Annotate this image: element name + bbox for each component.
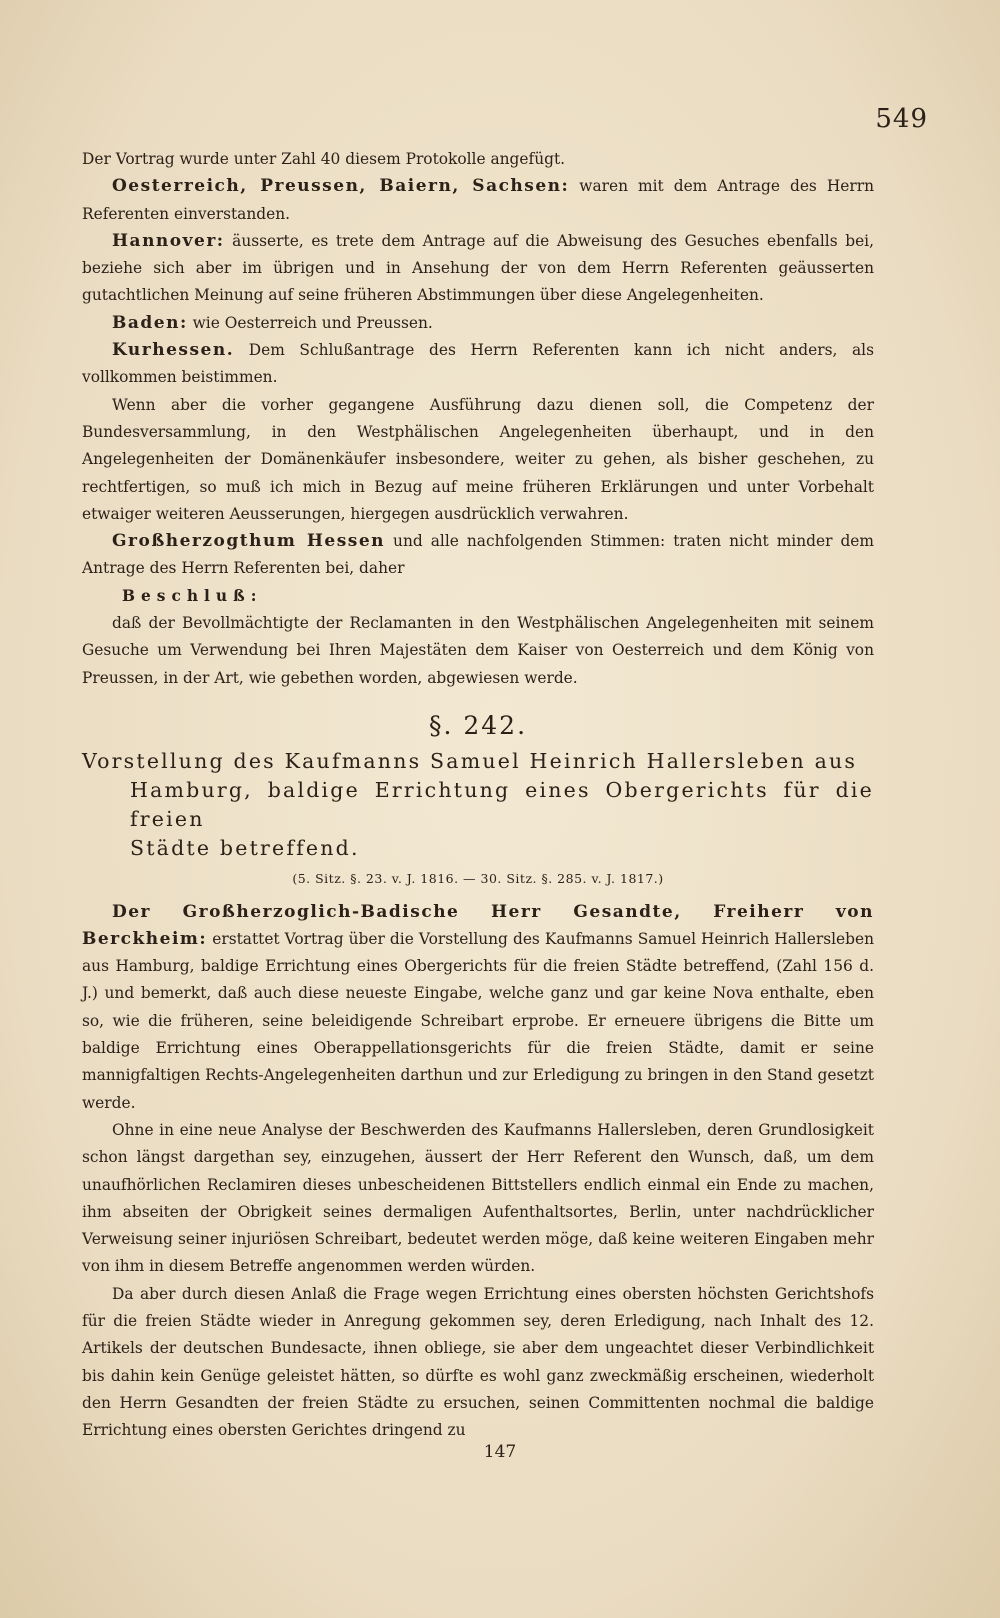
paragraph-p4 — [82, 310, 874, 337]
text-body — [82, 146, 874, 1444]
printer-signature: 147 — [483, 1442, 517, 1462]
paragraph-text: Da aber durch diesen Anlaß die Frage wegen Errichtung eines obersten höchsten Gerichtshofs für die freien Städte wieder in Anregung gekommen sey, deren Erledigung, nach Inhalt des 12. Artikels der deutschen Bundesacte, ihnen obliege, sie aber dem ungeachtet dieser Verbindlichkeit bis dahin kein Genüge geleistet hätten, so dürfte es wohl ganz zweckmäßig erscheinen, wiederholt den Herrn Gesandten der freien Städte zu ersuchen, seinen Committenten nochmal die baldige Errichtung eines obersten Gerichtes dringend zu — [82, 1284, 874, 1440]
paragraph-p5 — [82, 337, 874, 392]
section-title-line: Städte betreffend. — [130, 836, 360, 861]
paragraph-p10 — [82, 1281, 874, 1445]
paragraph-text: Ohne in eine neue Analyse der Beschwerden des Kaufmanns Hallersleben, deren Grundlosigkeit schon längst dargethan sey, einzugehen, äussert der Herr Referent den Wunsch, daß, um dem unaufhörlichen Reclamiren dieses unbescheidenen Bittstellers endlich einmal ein Ende zu machen, ihm abseiten der Obrigkeit seines dermaligen Aufenthaltsortes, Berlin, unter nachdrücklicher Verweisung seiner injuriösen Schreibart, bedeutet werden möge, daß keine weiteren Eingaben mehr von ihm in diesem Betreffe angenommen werden würden. — [82, 1120, 874, 1276]
paragraph-p1 — [82, 146, 874, 173]
paragraph-text: Dem Schlußantrage des Herrn Referenten kann ich nicht anders, als vollkommen beistimmen. — [82, 341, 874, 387]
paragraph-text: wie Oesterreich und Preussen. — [187, 313, 433, 332]
vote-lead: Hannover: — [112, 230, 225, 251]
vote-lead: Oesterreich, Preussen, Baiern, Sachsen: — [112, 176, 570, 197]
vote-lead: Kurhessen. — [112, 340, 235, 361]
paragraph-text: waren mit dem Antrage des Herrn Referenten einverstanden. — [82, 177, 874, 223]
paragraph-p8 — [82, 899, 874, 1117]
section-number: §. 242. — [428, 710, 528, 740]
section-title-line: Hamburg, baldige Errichtung eines Obergerichts für die freien — [130, 778, 874, 832]
paragraph-p3 — [82, 228, 874, 310]
section-title — [82, 747, 874, 863]
section-title-line: Vorstellung des Kaufmanns Samuel Heinrich Hallersleben aus — [82, 749, 858, 774]
resolution-text: daß der Bevollmächtigte der Reclamanten in den Westphälischen Angelegenheiten mit seinem Gesuche um Verwendung bei Ihren Majestäten dem Kaiser von Oesterreich und dem König von Preussen, in der Art, wie gebethen worden, abgewiesen werde. — [82, 614, 874, 687]
vote-lead: Großherzogthum Hessen — [112, 531, 386, 552]
paragraph-text: äusserte, es trete dem Antrage auf die Abweisung des Gesuches ebenfalls bei, beziehe sich aber im übrigen und in Ansehung der von dem Herrn Referenten geäusserten gutachtlichen Meinung auf seine früheren Abstimmungen über diese Angelegenheiten. — [82, 231, 874, 305]
section-citation: (5. Sitz. §. 23. v. J. 1816. — 30. Sitz. §. 285. v. J. 1817.) — [292, 871, 664, 887]
vote-lead: Der Großherzoglich-Badische Herr Gesandte, Freiherr von Berckheim: — [82, 901, 874, 949]
paragraph-text: erstattet Vortrag über die Vorstellung des Kaufmanns Samuel Heinrich Hallersleben aus Hamburg, baldige Errichtung eines Obergerichts für die freien Städte betreffend, (Zahl 156 d. J.) und bemerkt, daß auch diese neueste Eingabe, welche ganz und gar keine Nova enthalte, eben so, wie die früheren, seine beleidigende Schreibart erprobe. Er erneuere übrigens die Bitte um baldige Errichtung eines Oberappellationsgerichts für die freien Städte, damit er seine mannigfaltigen Rechts-Angelegenheiten darthun und zur Erledigung zu bringen in den Stand gesetzt werde. — [82, 929, 874, 1112]
paragraph-p7 — [82, 528, 874, 583]
paragraph-text: Wenn aber die vorher gegangene Ausführung dazu dienen soll, die Competenz der Bundesversammlung, in den Westphälischen Angelegenheiten überhaupt, und in den Angelegenheiten der Domänenkäufer insbesondere, weiter zu gehen, als bisher geschehen, zu rechtfertigen, so muß ich mich in Bezug auf meine früheren Erklärungen und unter Vorbehalt etwaiger weiteren Aeusserungen, hiergegen ausdrücklich verwahren. — [82, 395, 874, 523]
resolution-heading: Beschluß: — [122, 586, 263, 605]
paragraph-p9 — [82, 1117, 874, 1281]
paragraph-p2 — [82, 173, 874, 228]
page-number: 549 — [875, 104, 928, 134]
paragraph-text: und alle nachfolgenden Stimmen: traten nicht minder dem Antrage des Herrn Referenten bei, daher — [82, 532, 875, 578]
paragraph-p6 — [82, 392, 874, 528]
vote-lead: Baden: — [112, 312, 188, 333]
paragraph-text: Der Vortrag wurde unter Zahl 40 diesem Protokolle angefügt. — [82, 150, 566, 168]
